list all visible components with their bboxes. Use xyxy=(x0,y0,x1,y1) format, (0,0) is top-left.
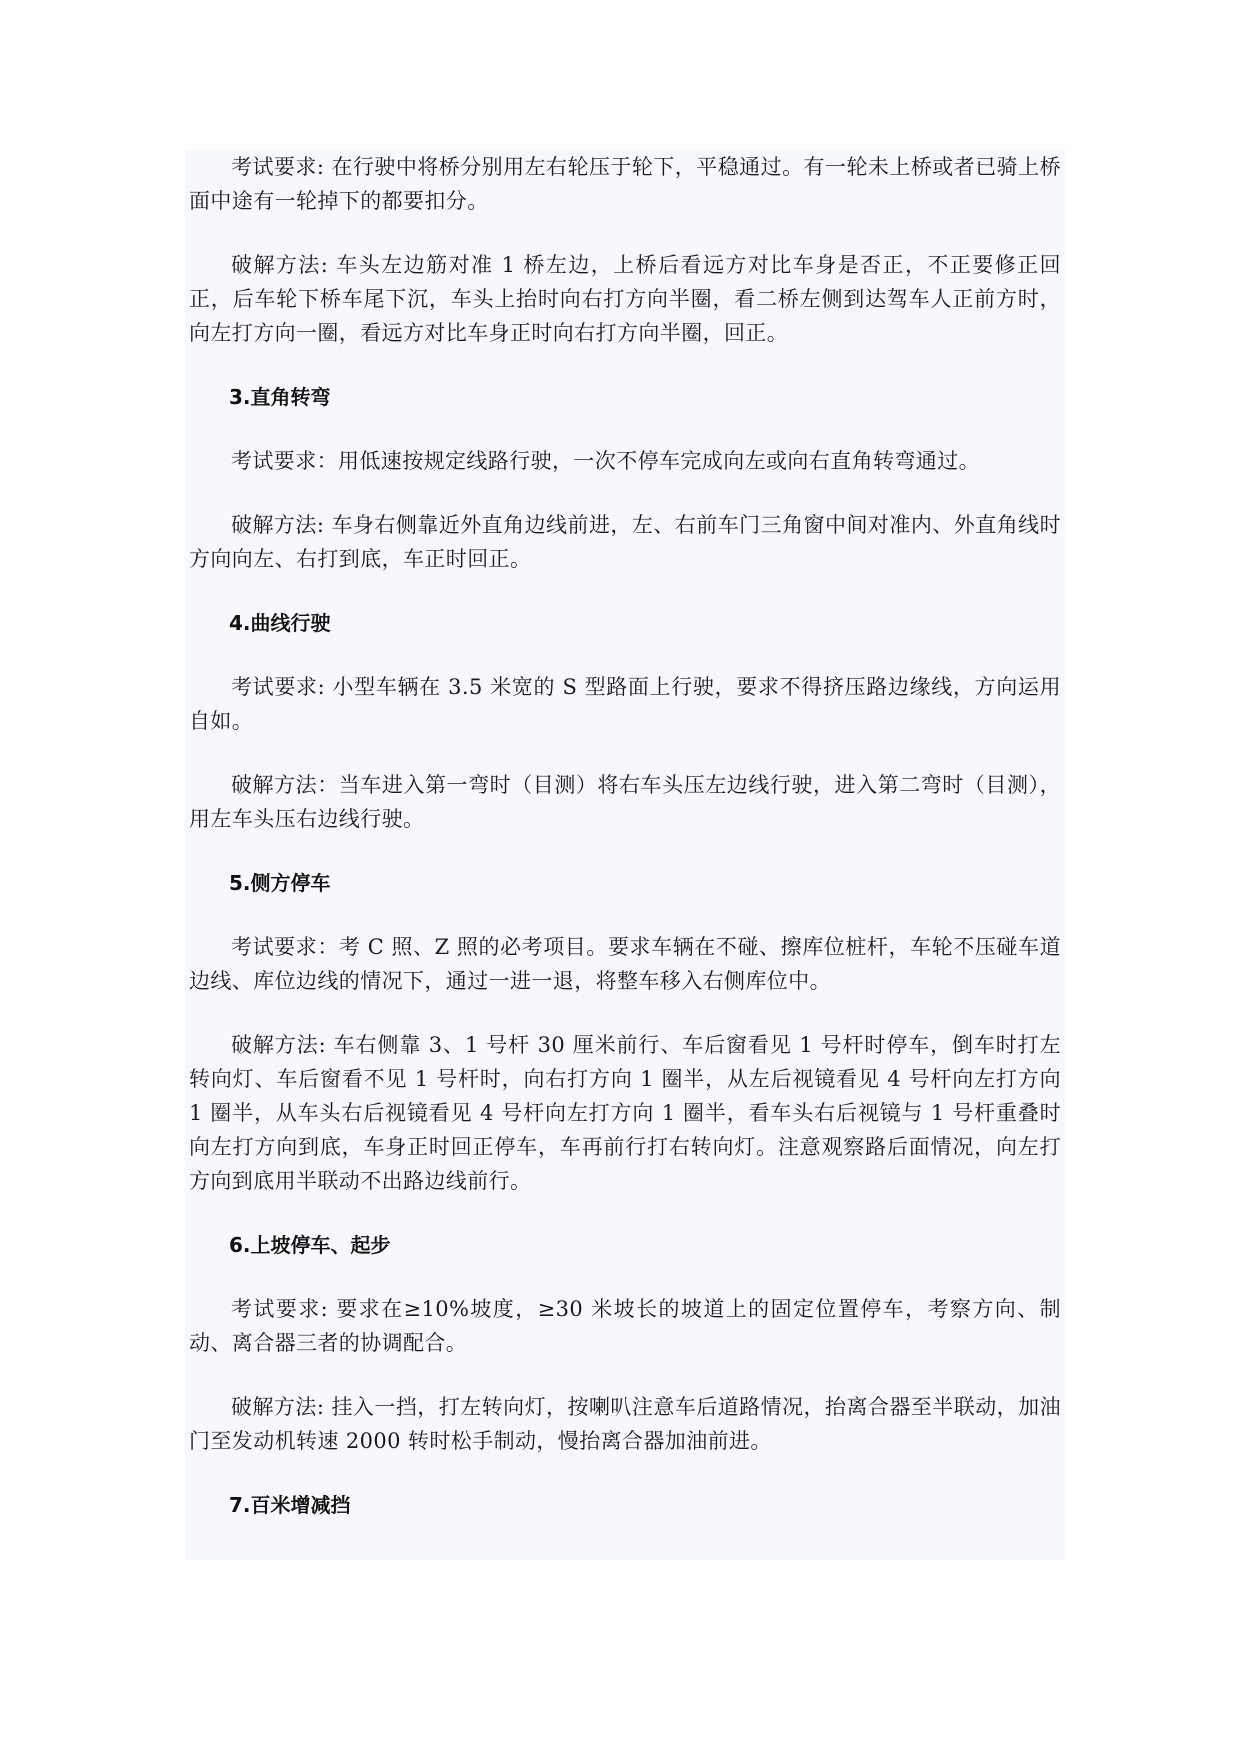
paragraph-curve-requirement: 考试要求: 小型车辆在 3.5 米宽的 S 型路面上行驶，要求不得挤压路边缘线，方向运用自如。 xyxy=(189,675,1061,733)
heading-gear-change: 7.百米增减挡 xyxy=(229,1493,351,1517)
paragraph-curve-method: 破解方法：当车进入第一弯时（目测）将右车头压左边线行驶，进入第二弯时（目测），用左车头压右边线行驶。 xyxy=(189,773,1061,831)
paragraph-hill-start-requirement: 考试要求: 要求在≥10%坡度，≥30 米坡长的坡道上的固定位置停车，考察方向、制动、离合器三者的协调配合。 xyxy=(189,1297,1061,1355)
paragraph-side-parking-requirement: 考试要求：考 C 照、Z 照的必考项目。要求车辆在不碰、擦库位桩杆，车轮不压碰车道边线、库位边线的情况下，通过一进一退，将整车移入右侧库位中。 xyxy=(189,935,1061,993)
paragraph-right-angle-method: 破解方法: 车身右侧靠近外直角边线前进，左、右前车门三角窗中间对准内、外直角线时方向向左、右打到底，车正时回正。 xyxy=(189,513,1061,571)
heading-side-parking: 5.侧方停车 xyxy=(229,871,331,895)
heading-curve-driving: 4.曲线行驶 xyxy=(229,611,331,635)
paragraph-hill-start-method: 破解方法: 挂入一挡，打左转向灯，按喇叭注意车后道路情况，抬离合器至半联动，加油门至发动机转速 2000 转时松手制动，慢抬离合器加油前进。 xyxy=(189,1395,1061,1453)
paragraph-bridge-requirement: 考试要求: 在行驶中将桥分别用左右轮压于轮下，平稳通过。有一轮未上桥或者已骑上桥面中途有一轮掉下的都要扣分。 xyxy=(189,155,1061,213)
document-content xyxy=(185,150,1065,1560)
heading-hill-start: 6.上坡停车、起步 xyxy=(229,1233,391,1257)
paragraph-right-angle-requirement: 考试要求：用低速按规定线路行驶，一次不停车完成向左或向右直角转弯通过。 xyxy=(231,449,980,473)
heading-right-angle-turn: 3.直角转弯 xyxy=(229,385,331,409)
paragraph-side-parking-method: 破解方法: 车右侧靠 3、1 号杆 30 厘米前行、车后窗看见 1 号杆时停车，倒车时打左转向灯、车后窗看不见 1 号杆时，向右打方向 1 圈半，从左后视镜看见 4 号杆向左打方向 1 圈半，从车头右后视镜看见 4 号杆向左打方向 1 圈半，看车头右后视镜与 1 号杆重叠时向左打方向到底，车身正时回正停车，车再前行打右转向灯。注意观察路后面情况，向左打方向到底用半联动不出路边线前行。 xyxy=(189,1033,1061,1193)
paragraph-bridge-method: 破解方法: 车头左边筋对准 1 桥左边，上桥后看远方对比车身是否正，不正要修正回正，后车轮下桥车尾下沉，车头上抬时向右打方向半圈，看二桥左侧到达驾车人正前方时，向左打方向一圈，看远方对比车身正时向右打方向半圈，回正。 xyxy=(189,253,1061,345)
